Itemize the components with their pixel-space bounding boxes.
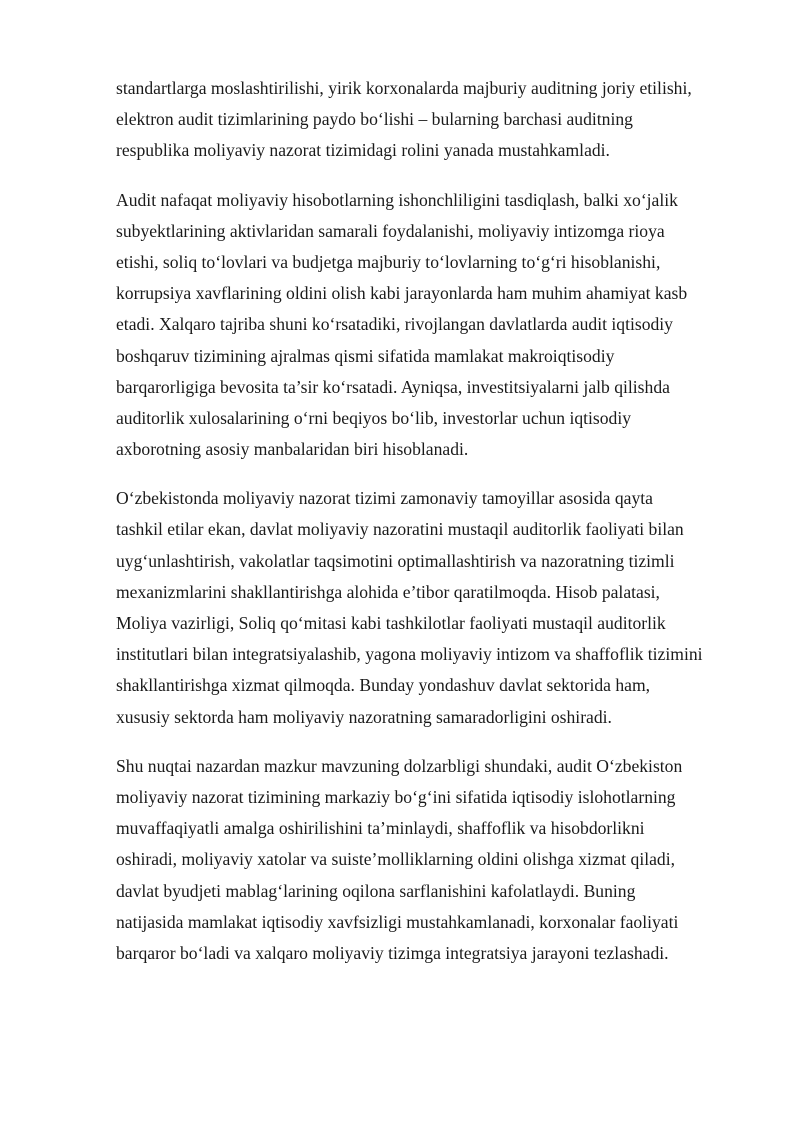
text-line: uyg‘unlashtirish, vakolatlar taqsimotini optimallashtirish va nazoratning tizimli — [116, 550, 675, 571]
text-line: mexanizmlarini shakllantirishga alohida e’tibor qaratilmoqda. Hisob palatasi, — [116, 581, 660, 602]
text-line: etadi. Xalqaro tajriba shuni ko‘rsatadiki, rivojlangan davlatlarda audit iqtisodiy — [116, 314, 673, 335]
text-line: oshiradi, moliyaviy xatolar va suiste’molliklarning oldini olishga xizmat qiladi, — [116, 849, 675, 870]
text-line: subyektlarining aktivlaridan samarali foydalanishi, moliyaviy intizomga rioya — [116, 220, 665, 241]
text-line: moliyaviy nazorat tizimining markaziy bo‘g‘ini sifatida iqtisodiy islohotlarning — [116, 786, 676, 807]
paragraph-1 — [116, 73, 748, 167]
text-line: muvaffaqiyatli amalga oshirilishini ta’minlaydi, shaffoflik va hisobdorlikni — [116, 818, 645, 839]
text-line: shakllantirishga xizmat qilmoqda. Bunday yondashuv davlat sektorida ham, — [116, 675, 651, 696]
text-line: barqaror bo‘ladi va xalqaro moliyaviy tizimga integratsiya jarayoni tezlashadi. — [116, 942, 669, 963]
paragraph-2 — [116, 185, 748, 466]
text-line: natijasida mamlakat iqtisodiy xavfsizligi mustahkamlanadi, korxonalar faoliyati — [116, 911, 679, 932]
text-line: xususiy sektorda ham moliyaviy nazoratning samaradorligini oshiradi. — [116, 706, 612, 727]
text-line: Moliya vazirligi, Soliq qo‘mitasi kabi tashkilotlar faoliyati mustaqil auditorlik — [116, 613, 666, 633]
text-line: axborotning asosiy manbalaridan biri hisoblanadi. — [116, 439, 469, 460]
text-line: barqarorligiga bevosita ta’sir ko‘rsatadi. Ayniqsa, investitsiyalarni jalb qilishda — [116, 376, 670, 397]
paragraph-3 — [116, 483, 748, 733]
text-line: O‘zbekistonda moliyaviy nazorat tizimi zamonaviy tamoyillar asosida qayta — [116, 488, 653, 509]
text-line: respublika moliyaviy nazorat tizimidagi rolini yanada mustahkamladi. — [116, 140, 610, 161]
text-line: korrupsiya xavflarining oldini olish kabi jarayonlarda ham muhim ahamiyat kasb — [116, 283, 688, 304]
text-line: Shu nuqtai nazardan mazkur mavzuning dolzarbligi shundaki, audit O‘zbekiston — [116, 755, 683, 776]
text-line: Audit nafaqat moliyaviy hisobotlarning ishonchliligini tasdiqlash, balki xo‘jalik — [116, 189, 678, 210]
text-line: davlat byudjeti mablag‘larining oqilona sarflanishini kafolatlaydi. Buning — [116, 880, 636, 901]
text-line: etishi, soliq to‘lovlari va budjetga majburiy to‘lovlarning to‘g‘ri hisoblanishi, — [116, 251, 661, 272]
text-line: elektron audit tizimlarining paydo bo‘lishi – bularning barchasi auditning — [116, 109, 633, 130]
text-line: standartlarga moslashtirilishi, yirik korxonalarda majburiy auditning joriy etilishi, — [116, 78, 692, 98]
text-line: institutlari bilan integratsiyalashib, yagona moliyaviy intizom va shaffoflik tizimini — [116, 644, 703, 665]
paragraph-4 — [116, 751, 748, 969]
text-line: auditorlik xulosalarining o‘rni beqiyos bo‘lib, investorlar uchun iqtisodiy — [116, 407, 632, 428]
text-line: boshqaruv tizimining ajralmas qismi sifatida mamlakat makroiqtisodiy — [116, 345, 615, 366]
document-page — [116, 73, 748, 987]
text-line: tashkil etilar ekan, davlat moliyaviy nazoratini mustaqil auditorlik faoliyati bilan — [116, 519, 684, 540]
